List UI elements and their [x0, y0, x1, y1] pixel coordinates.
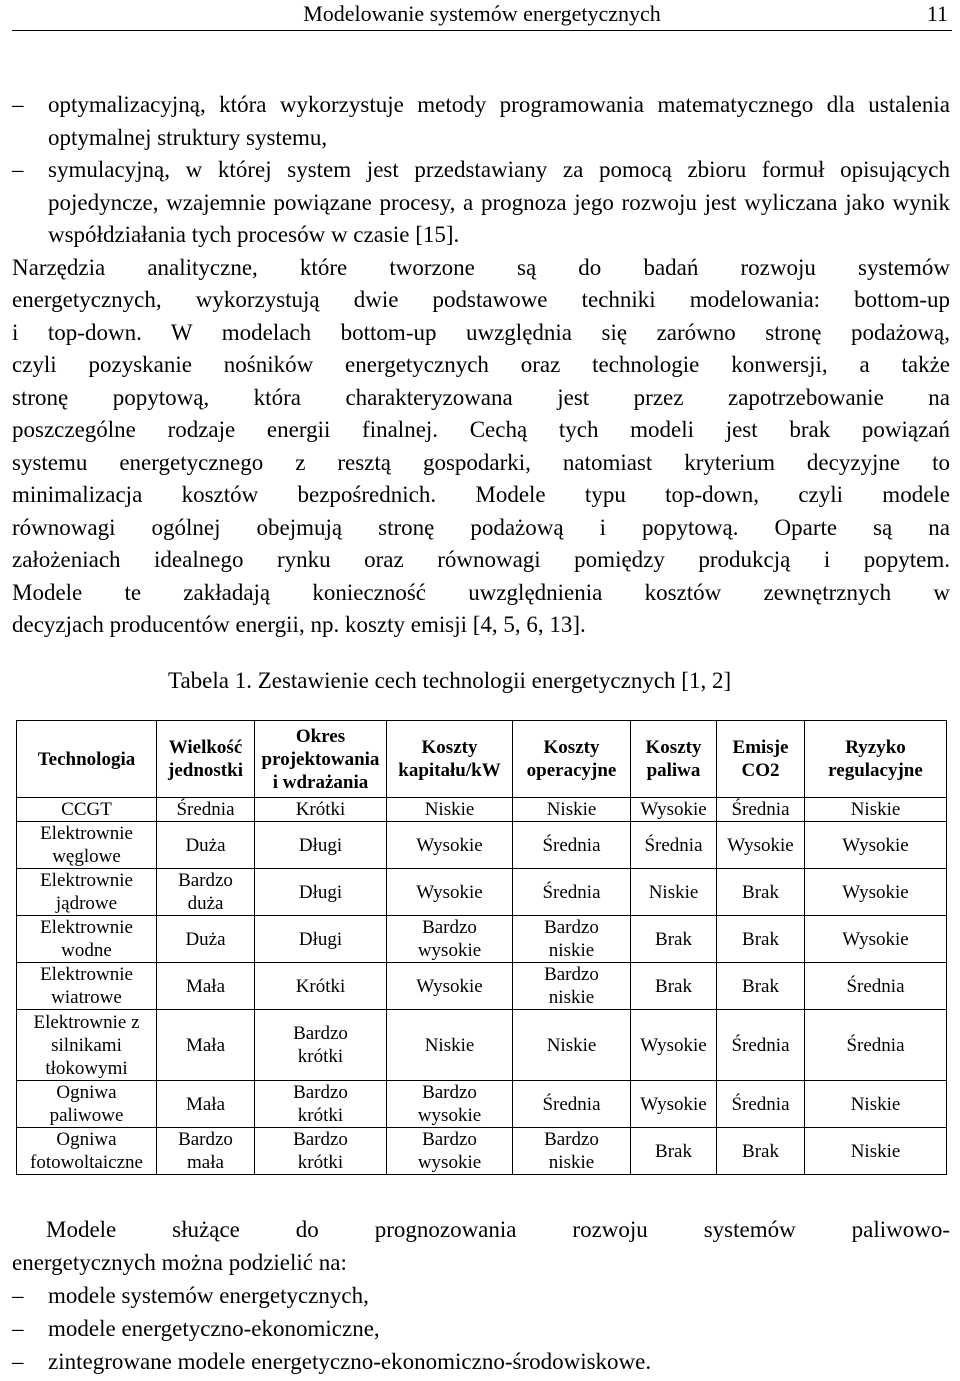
dash-bullet: – — [12, 1316, 24, 1341]
list-item — [12, 89, 950, 154]
list-item-text: modele systemów energetycznych, — [48, 1283, 369, 1308]
table-cell: Średnia — [157, 798, 255, 822]
bottom-text — [12, 1213, 950, 1378]
column-header: Ryzyko regulacyjne — [805, 721, 947, 798]
paragraph-line: minimalizacja kosztów bezpośrednich. Modele typu top-down, czyli modele — [12, 482, 950, 507]
table-cell: Duża — [157, 916, 255, 963]
table-cell: Wysokie — [631, 798, 717, 822]
table-cell: Średnia — [717, 798, 805, 822]
table-cell: Duża — [157, 822, 255, 869]
table-cell: Wysokie — [387, 822, 513, 869]
column-header: Emisje CO2 — [717, 721, 805, 798]
intro-line: energetycznych można podzielić na: — [12, 1250, 347, 1275]
paragraph-line: Modele te zakładają konieczność uwzględnienia kosztów zewnętrznych w — [12, 579, 950, 605]
table-cell: Średnia — [631, 822, 717, 869]
intro-line: Modele służące do prognozowania rozwoju systemów paliwowo- — [46, 1217, 950, 1242]
dash-bullet: – — [12, 92, 24, 117]
table-cell: Bardzo duża — [157, 869, 255, 916]
paragraph-line: systemu energetycznego z resztą gospodarki, natomiast kryterium decyzyjne to — [12, 449, 950, 475]
paragraph-line: założeniach idealnego rynku oraz równowagi pomiędzy produkcją i popytem. — [12, 547, 950, 572]
table-cell: CCGT — [17, 798, 157, 822]
dash-bullet: – — [12, 157, 24, 182]
table-cell: Brak — [717, 916, 805, 963]
table-cell: Wysokie — [805, 869, 947, 916]
list-item-text: optymalizacyjną, która wykorzystuje metody programowania matematycznego dla ustalenia optymalnej struktury systemu, — [48, 92, 950, 150]
paragraph — [12, 252, 950, 642]
paragraph-line: decyzjach producentów energii, np. koszty emisji [4, 5, 6, 13]. — [12, 612, 586, 637]
table-cell: Bardzo wysokie — [387, 1081, 513, 1128]
table-cell: Wysokie — [631, 1081, 717, 1128]
table-cell: Wysokie — [631, 1010, 717, 1081]
list-item-text: symulacyjną, w której system jest przedstawiany za pomocą zbioru formuł opisujących pojedyncze, wzajemnie powiązane procesy, a prognoza jego rozwoju jest wyliczana jako wynik współdziałania tych procesów w czasie [15]. — [48, 157, 950, 247]
table-cell: Ogniwa fotowoltaiczne — [17, 1128, 157, 1175]
page-number: 11 — [926, 1, 948, 26]
list-item — [12, 154, 950, 252]
table-cell: Brak — [717, 963, 805, 1010]
table-cell: Bardzo wysokie — [387, 1128, 513, 1175]
paragraph-line: stronę popytową, która charakteryzowana jest przez zapotrzebowanie na — [12, 384, 950, 410]
table-caption: Tabela 1. Zestawienie cech technologii energetycznych [1, 2] — [168, 668, 732, 693]
table-cell: Krótki — [255, 798, 387, 822]
table-cell: Brak — [717, 869, 805, 916]
table-cell: Brak — [717, 1128, 805, 1175]
table-cell: Bardzo niskie — [513, 1128, 631, 1175]
column-header: Wielkość jednostki — [157, 721, 255, 798]
table-cell: Bardzo krótki — [255, 1081, 387, 1128]
table-cell: Elektrownie jądrowe — [17, 869, 157, 916]
table-cell: Elektrownie z silnikami tłokowymi — [17, 1010, 157, 1081]
table-cell: Wysokie — [387, 869, 513, 916]
column-header: Okres projektowania i wdrażania — [255, 721, 387, 798]
list-item — [12, 1312, 950, 1345]
table-cell: Niskie — [513, 1010, 631, 1081]
list-item-text: modele energetyczno-ekonomiczne, — [48, 1316, 380, 1341]
table-cell: Ogniwa paliwowe — [17, 1081, 157, 1128]
column-header: Koszty paliwa — [631, 721, 717, 798]
page-header — [12, 0, 952, 31]
table-cell: Średnia — [513, 1081, 631, 1128]
body-text — [12, 89, 950, 642]
table-row — [17, 1010, 947, 1081]
paragraph-line: i top-down. W modelach bottom-up uwzględnia się zarówno stronę podażową, — [12, 319, 950, 345]
table-header-row — [17, 721, 947, 798]
table-cell: Brak — [631, 963, 717, 1010]
paragraph-line: Narzędzia analityczne, które tworzone są do badań rozwoju systemów — [12, 254, 950, 280]
table-cell: Elektrownie wiatrowe — [17, 963, 157, 1010]
table-cell: Wysokie — [717, 822, 805, 869]
table-row — [17, 916, 947, 963]
table-cell: Wysokie — [805, 916, 947, 963]
table-cell: Średnia — [805, 1010, 947, 1081]
table-cell: Bardzo wysokie — [387, 916, 513, 963]
table-cell: Bardzo krótki — [255, 1128, 387, 1175]
table-cell: Brak — [631, 1128, 717, 1175]
table-cell: Bardzo krótki — [255, 1010, 387, 1081]
table-cell: Średnia — [513, 869, 631, 916]
column-header: Koszty operacyjne — [513, 721, 631, 798]
table-cell: Długi — [255, 822, 387, 869]
table-cell: Brak — [631, 916, 717, 963]
list-item — [12, 1279, 950, 1312]
running-title: Modelowanie systemów energetycznych — [303, 1, 661, 26]
table-cell: Mała — [157, 1081, 255, 1128]
table-cell: Niskie — [805, 798, 947, 822]
table-row — [17, 798, 947, 822]
table-cell: Wysokie — [805, 822, 947, 869]
list-item-text: zintegrowane modele energetyczno-ekonomiczno-środowiskowe. — [48, 1349, 652, 1374]
paragraph-line: poszczególne rodzaje energii finalnej. Cechą tych modeli jest brak powiązań — [12, 417, 950, 442]
dash-bullet: – — [12, 1283, 24, 1308]
table-cell: Bardzo niskie — [513, 916, 631, 963]
table-cell: Mała — [157, 963, 255, 1010]
table-cell: Niskie — [805, 1128, 947, 1175]
list-item — [12, 1345, 950, 1378]
table-cell: Krótki — [255, 963, 387, 1010]
table-cell: Długi — [255, 869, 387, 916]
table-cell: Bardzo mała — [157, 1128, 255, 1175]
dash-bullet: – — [12, 1349, 24, 1374]
paragraph-line: równowagi ogólnej obejmują stronę podażową i popytową. Oparte są na — [12, 514, 950, 540]
table-cell: Niskie — [631, 869, 717, 916]
table-row — [17, 1081, 947, 1128]
column-header: Koszty kapitału/kW — [387, 721, 513, 798]
table-cell: Elektrownie wodne — [17, 916, 157, 963]
table-cell: Średnia — [717, 1081, 805, 1128]
column-header: Technologia — [17, 721, 157, 798]
table-row — [17, 963, 947, 1010]
table-row — [17, 822, 947, 869]
table-cell: Niskie — [805, 1081, 947, 1128]
table-cell: Długi — [255, 916, 387, 963]
table-cell: Średnia — [717, 1010, 805, 1081]
table-cell: Średnia — [513, 822, 631, 869]
paragraph-line: czyli pozyskanie nośników energetycznych oraz technologie konwersji, a także — [12, 352, 950, 377]
paragraph-line: energetycznych, wykorzystują dwie podstawowe techniki modelowania: bottom-up — [12, 287, 950, 312]
table-cell: Elektrownie węglowe — [17, 822, 157, 869]
table-cell: Średnia — [805, 963, 947, 1010]
table-cell: Niskie — [387, 798, 513, 822]
data-table — [16, 720, 947, 1175]
table-cell: Wysokie — [387, 963, 513, 1010]
table-row — [17, 869, 947, 916]
table-cell: Mała — [157, 1010, 255, 1081]
table-row — [17, 1128, 947, 1175]
table-cell: Niskie — [513, 798, 631, 822]
table-cell: Niskie — [387, 1010, 513, 1081]
table-cell: Bardzo niskie — [513, 963, 631, 1010]
